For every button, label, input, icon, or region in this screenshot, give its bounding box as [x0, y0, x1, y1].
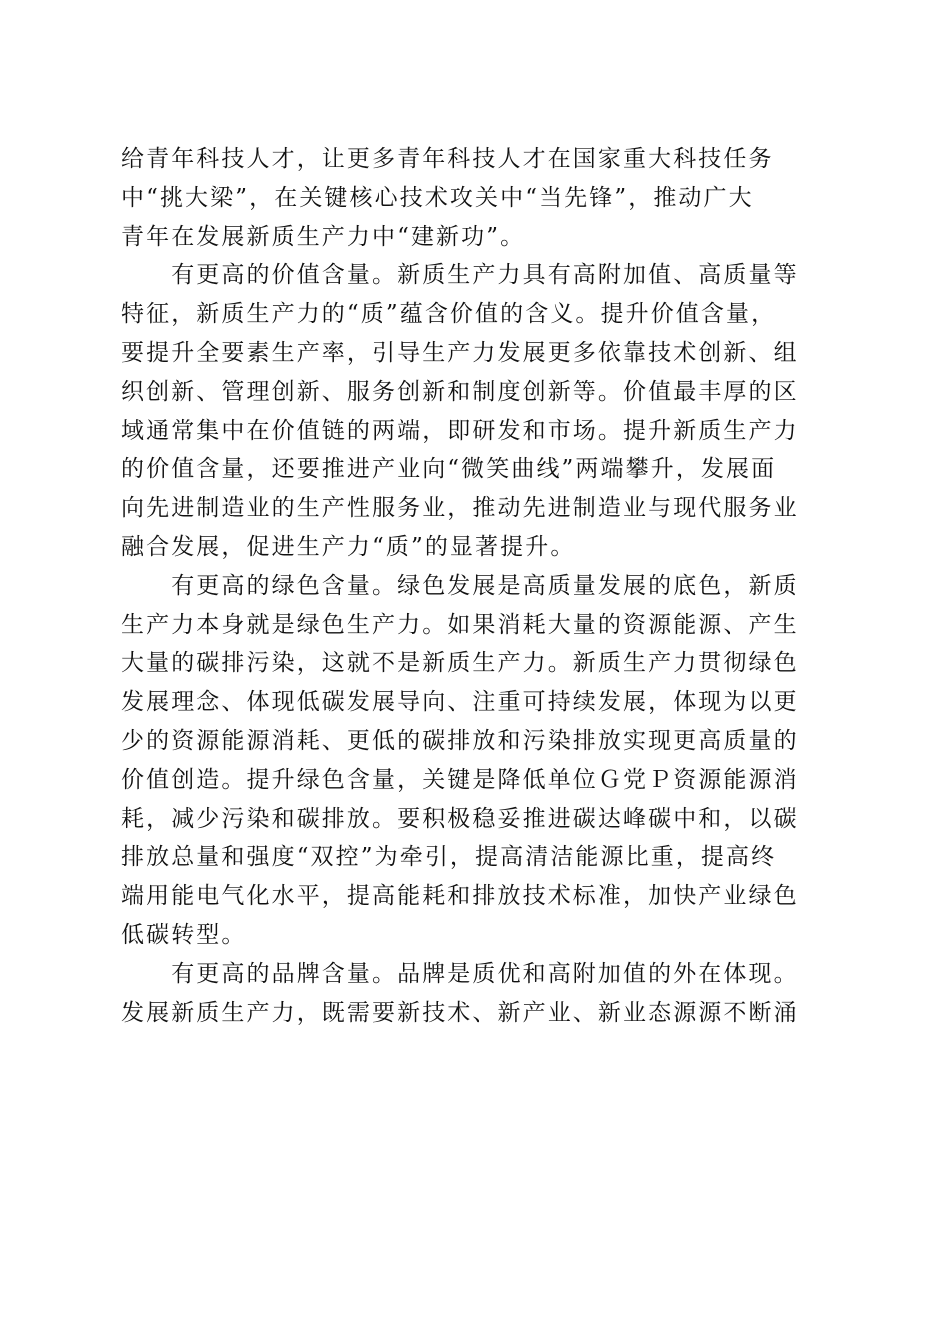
text-line: 织创新、管理创新、服务创新和制度创新等。价值最丰厚的区 — [121, 378, 799, 405]
text-line: 少的资源能源消耗、更低的碳排放和污染排放实现更高质量的 — [121, 727, 799, 754]
text-line: 向先进制造业的生产性服务业，推动先进制造业与现代服务业 — [121, 495, 799, 522]
text-line: 价值创造。提升绿色含量，关键是降低单位Ｇ党Ｐ资源能源消 — [121, 766, 799, 793]
text-line: 有更高的绿色含量。绿色发展是高质量发展的底色，新质 — [121, 572, 799, 599]
text-line: 青年在发展新质生产力中“建新功”。 — [121, 223, 526, 250]
body-text — [121, 140, 833, 1032]
text-line: 中“挑大梁”，在关键核心技术攻关中“当先锋”，推动广大 — [121, 184, 754, 211]
text-line: 要提升全要素生产率，引导生产力发展更多依靠技术创新、组 — [121, 339, 799, 366]
text-line: 域通常集中在价值链的两端，即研发和市场。提升新质生产力 — [121, 417, 799, 444]
text-line: 有更高的价值含量。新质生产力具有高附加值、高质量等 — [121, 262, 799, 289]
text-line: 排放总量和强度“双控”为牵引，提高清洁能源比重，提高终 — [121, 844, 777, 871]
text-line: 耗，减少污染和碳排放。要积极稳妥推进碳达峰碳中和，以碳 — [121, 805, 799, 832]
text-line: 特征，新质生产力的“质”蕴含价值的含义。提升价值含量， — [121, 301, 777, 328]
text-line: 端用能电气化水平，提高能耗和排放技术标准，加快产业绿色 — [121, 883, 799, 910]
text-line: 有更高的品牌含量。品牌是质优和高附加值的外在体现。 — [121, 960, 799, 987]
text-line: 的价值含量，还要推进产业向“微笑曲线”两端攀升，发展面 — [121, 456, 777, 483]
text-line: 生产力本身就是绿色生产力。如果消耗大量的资源能源、产生 — [121, 611, 799, 638]
text-line: 发展理念、体现低碳发展导向、注重可持续发展，体现为以更 — [121, 689, 799, 716]
text-line: 给青年科技人才，让更多青年科技人才在国家重大科技任务 — [121, 146, 774, 172]
text-line: 低碳转型。 — [121, 921, 247, 948]
text-line: 融合发展，促进生产力“质”的显著提升。 — [121, 533, 576, 560]
text-line: 大量的碳排污染，这就不是新质生产力。新质生产力贯彻绿色 — [121, 650, 799, 677]
text-line: 发展新质生产力，既需要新技术、新产业、新业态源源不断涌 — [121, 999, 799, 1026]
